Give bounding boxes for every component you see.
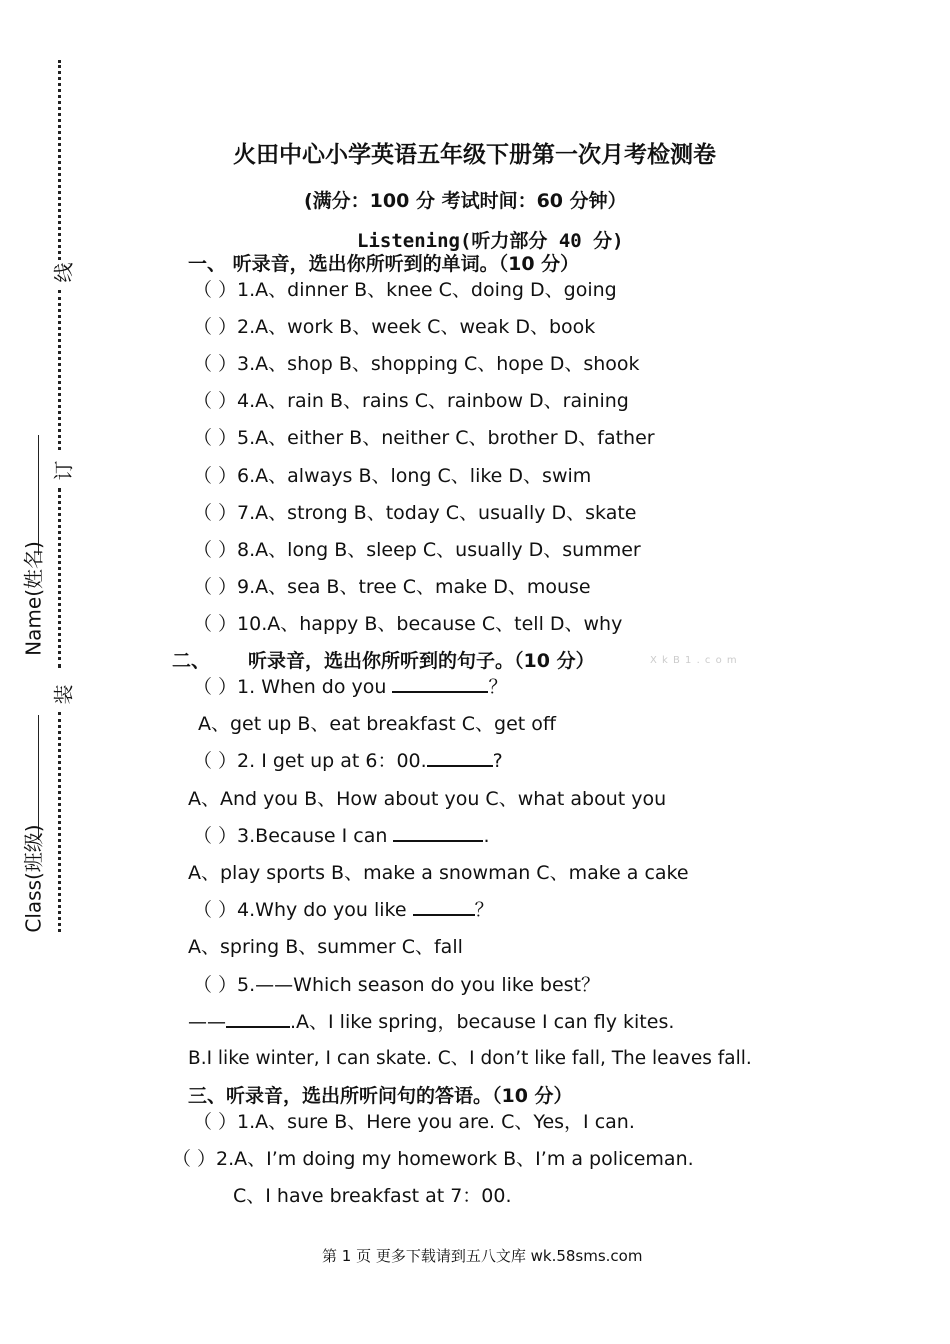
section1-item-10: （ ）10.A、happy B、because C、tell D、why	[193, 613, 623, 635]
binding-dotted-line-top	[58, 60, 61, 260]
binding-dotted-line-mid1	[58, 290, 61, 450]
section2-q5: （ ）5.——Which season do you like best？	[193, 974, 601, 996]
section2-q1-options: A、get up B、eat breakfast C、get off	[198, 713, 556, 735]
section2-heading-text: 听录音，选出你所听到的句子。（10 分）	[248, 650, 595, 672]
section1-item-9: （ ）9.A、sea B、tree C、make D、mouse	[193, 576, 591, 598]
q4-text: （ ）4.Why do you like	[193, 899, 413, 921]
listening-label: Listening(听力部分 40 分)	[357, 230, 624, 252]
section2-q5-answer	[188, 1007, 674, 1034]
section3-heading: 三、听录音，选出所听问句的答语。（10 分）	[188, 1085, 573, 1107]
q1-text: （ ）1. When do you	[193, 676, 393, 698]
section2-heading	[172, 646, 595, 673]
section2-q5-options-bc: B.I like winter, I can skate. C、I don’t like fall, The leaves fall.	[188, 1048, 752, 1069]
margin-mark-xian: 线	[51, 262, 76, 283]
section1-item-5: （ ）5.A、either B、neither C、brother D、father	[193, 427, 655, 449]
section1-item-1: （ ）1.A、dinner B、knee C、doing D、going	[193, 279, 617, 301]
section1-heading: 一、 听录音，选出你所听到的单词。（10 分）	[188, 253, 580, 275]
section2-q4	[193, 895, 494, 922]
section3-q2-option-c: C、I have breakfast at 7：00.	[233, 1185, 512, 1207]
section1-item-7: （ ）7.A、strong B、today C、usually D、skate	[193, 502, 637, 524]
page-subtitle: (满分：100 分 考试时间：60 分钟）	[304, 190, 627, 212]
q2-blank[interactable]	[427, 747, 493, 767]
section1-item-6: （ ）6.A、always B、long C、like D、swim	[193, 465, 592, 487]
q3-end: .	[483, 825, 490, 847]
section2-q1	[193, 672, 508, 699]
q3-text: （ ）3.Because I can	[193, 825, 394, 847]
q5-dash: ——	[188, 1011, 226, 1033]
section2-heading-num: 二、	[172, 650, 211, 672]
q3-blank[interactable]	[393, 822, 483, 842]
margin-mark-zhuang: 装	[51, 684, 76, 705]
margin-mark-ding: 订	[51, 460, 76, 481]
section2-q2	[193, 746, 503, 773]
section1-item-8: （ ）8.A、long B、sleep C、usually D、summer	[193, 539, 641, 561]
q5-option-a: .A、I like spring，because I can fly kites.	[290, 1011, 675, 1033]
section2-q2-options: A、And you B、How about you C、what about you	[188, 788, 667, 810]
q2-end: ?	[492, 750, 503, 772]
page-title: 火田中心小学英语五年级下册第一次月考检测卷	[233, 142, 716, 168]
binding-dotted-line-mid2	[58, 488, 61, 668]
section1-item-3: （ ）3.A、shop B、shopping C、hope D、shook	[193, 353, 640, 375]
class-label: Class(班级)	[21, 824, 46, 933]
q5-blank[interactable]	[226, 1008, 290, 1028]
name-label: Name(姓名)	[21, 541, 46, 656]
q1-blank[interactable]	[392, 673, 488, 693]
section2-q3	[193, 821, 490, 848]
section1-item-2: （ ）2.A、work B、week C、weak D、book	[193, 316, 596, 338]
section3-q1: （ ）1.A、sure B、Here you are. C、Yes，I can.	[193, 1111, 635, 1133]
name-underline	[38, 435, 39, 555]
binding-dotted-line-bottom	[58, 712, 61, 932]
section2-q3-options: A、play sports B、make a snowman C、make a cake	[188, 862, 689, 884]
section2-q4-options: A、spring B、summer C、fall	[188, 936, 463, 958]
q1-end: ？	[488, 676, 508, 698]
watermark: X k B 1 . c o m	[650, 655, 738, 666]
q2-text: （ ）2. I get up at 6：00.	[193, 750, 427, 772]
q4-blank[interactable]	[413, 896, 475, 916]
section3-q2: （ ）2.A、I’m doing my homework B、I’m a policeman.	[172, 1148, 694, 1170]
page-footer: 第 1 页 更多下载请到五八文库 wk.58sms.com	[322, 1247, 643, 1265]
section1-item-4: （ ）4.A、rain B、rains C、rainbow D、raining	[193, 390, 629, 412]
q4-end: ？	[474, 899, 494, 921]
